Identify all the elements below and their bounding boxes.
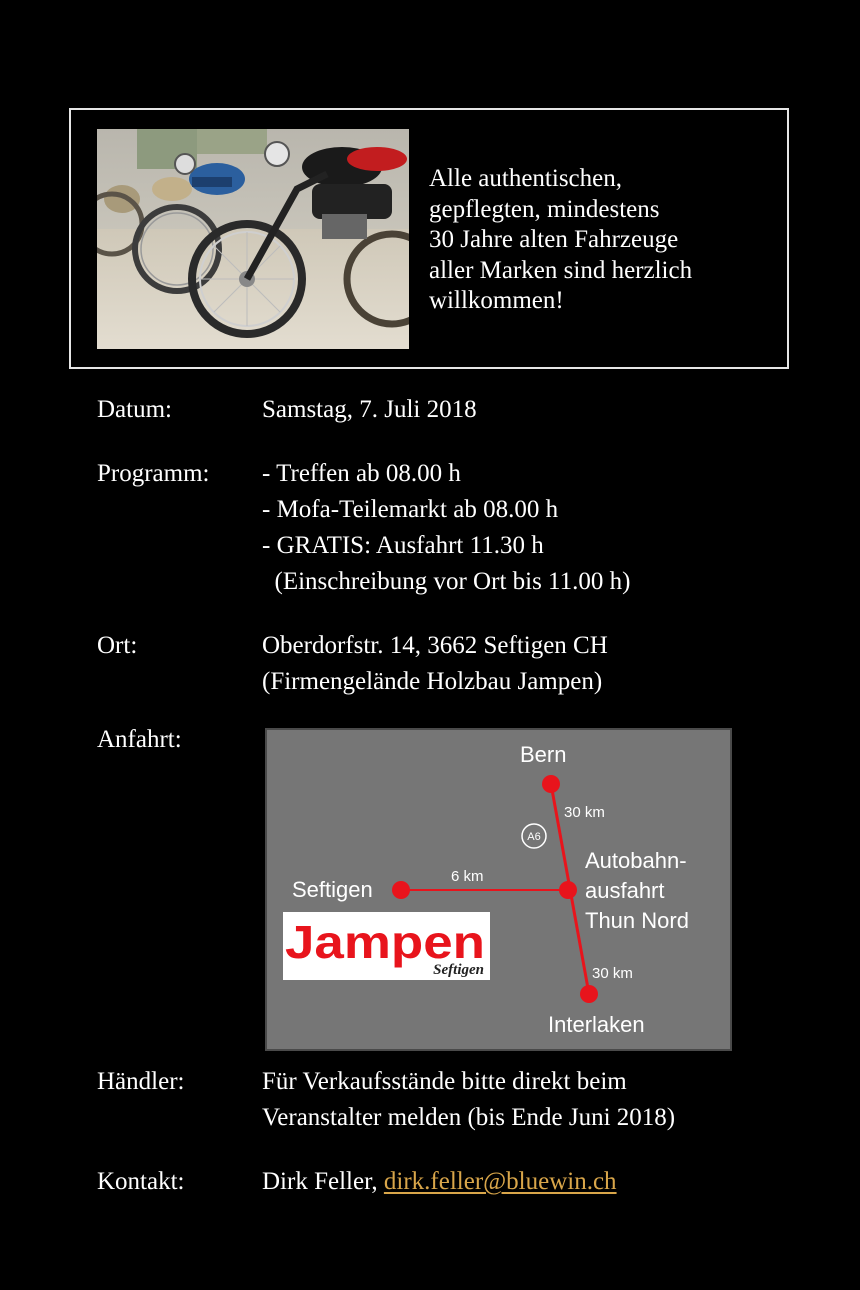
- route-map-graphic: [267, 730, 730, 1049]
- bern-marker: [542, 775, 560, 793]
- jampen-logo: [283, 912, 490, 980]
- interlaken-distance: 30 km: [592, 965, 633, 982]
- bern-label: Bern: [520, 742, 567, 767]
- haendler-value: [262, 1064, 675, 1136]
- programm-item: - Mofa-Teilemarkt ab 08.00 h: [262, 496, 559, 523]
- haendler-label: Händler:: [97, 1068, 185, 1095]
- ort-label: Ort:: [97, 632, 138, 659]
- intro-line: Alle authentischen,: [429, 165, 622, 192]
- anfahrt-label: Anfahrt:: [97, 726, 182, 753]
- programm-list: [262, 456, 630, 600]
- ort-value: [262, 628, 608, 700]
- route-map: [265, 728, 732, 1051]
- programm-item: - Treffen ab 08.00 h: [262, 460, 461, 487]
- kontakt-label: Kontakt:: [97, 1168, 185, 1195]
- datum-value: Samstag, 7. Juli 2018: [262, 396, 477, 423]
- intro-line: aller Marken sind herzlich: [429, 256, 693, 284]
- jampen-logo-text: Jampen: [285, 916, 485, 968]
- intro-line: 30 Jahre alten Fahrzeuge: [429, 226, 679, 253]
- kontakt-email-link[interactable]: dirk.feller@bluewin.ch: [383, 1168, 617, 1195]
- seftigen-marker: [392, 881, 410, 899]
- exit-label-line: Thun Nord: [585, 908, 689, 933]
- kontakt-name: Dirk Feller,: [262, 1168, 384, 1195]
- haendler-line: Veranstalter melden (bis Ende Juni 2018): [262, 1104, 676, 1131]
- seftigen-label: Seftigen: [292, 877, 373, 902]
- ort-address: Oberdorfstr. 14, 3662 Seftigen CH: [262, 632, 608, 659]
- interlaken-label: Interlaken: [548, 1012, 645, 1037]
- interlaken-marker: [580, 985, 598, 1003]
- intro-text: [429, 164, 779, 317]
- intro-box: [69, 108, 789, 369]
- programm-label: Programm:: [97, 460, 210, 487]
- programm-item: (Einschreibung vor Ort bis 11.00 h): [262, 568, 631, 595]
- ort-location-note: (Firmengelände Holzbau Jampen): [262, 668, 603, 695]
- programm-item: - GRATIS: Ausfahrt 11.30 h: [262, 532, 544, 559]
- haendler-line: Für Verkaufsstände bitte direkt beim: [262, 1068, 627, 1095]
- moped-photo-image: [97, 129, 409, 349]
- bern-distance: 30 km: [564, 804, 605, 821]
- exit-marker: [559, 881, 577, 899]
- jampen-logo-subtext: Seftigen: [433, 962, 484, 978]
- exit-label-line: ausfahrt: [585, 878, 665, 903]
- kontakt-value: [262, 1164, 617, 1200]
- seftigen-distance: 6 km: [451, 868, 484, 885]
- datum-label: Datum:: [97, 396, 172, 423]
- intro-line: willkommen!: [429, 287, 564, 314]
- exit-label-line: Autobahn-: [585, 848, 687, 873]
- highway-label: A6: [527, 831, 541, 843]
- intro-line: gepflegten, mindestens: [429, 195, 660, 223]
- moped-photo: [97, 129, 409, 349]
